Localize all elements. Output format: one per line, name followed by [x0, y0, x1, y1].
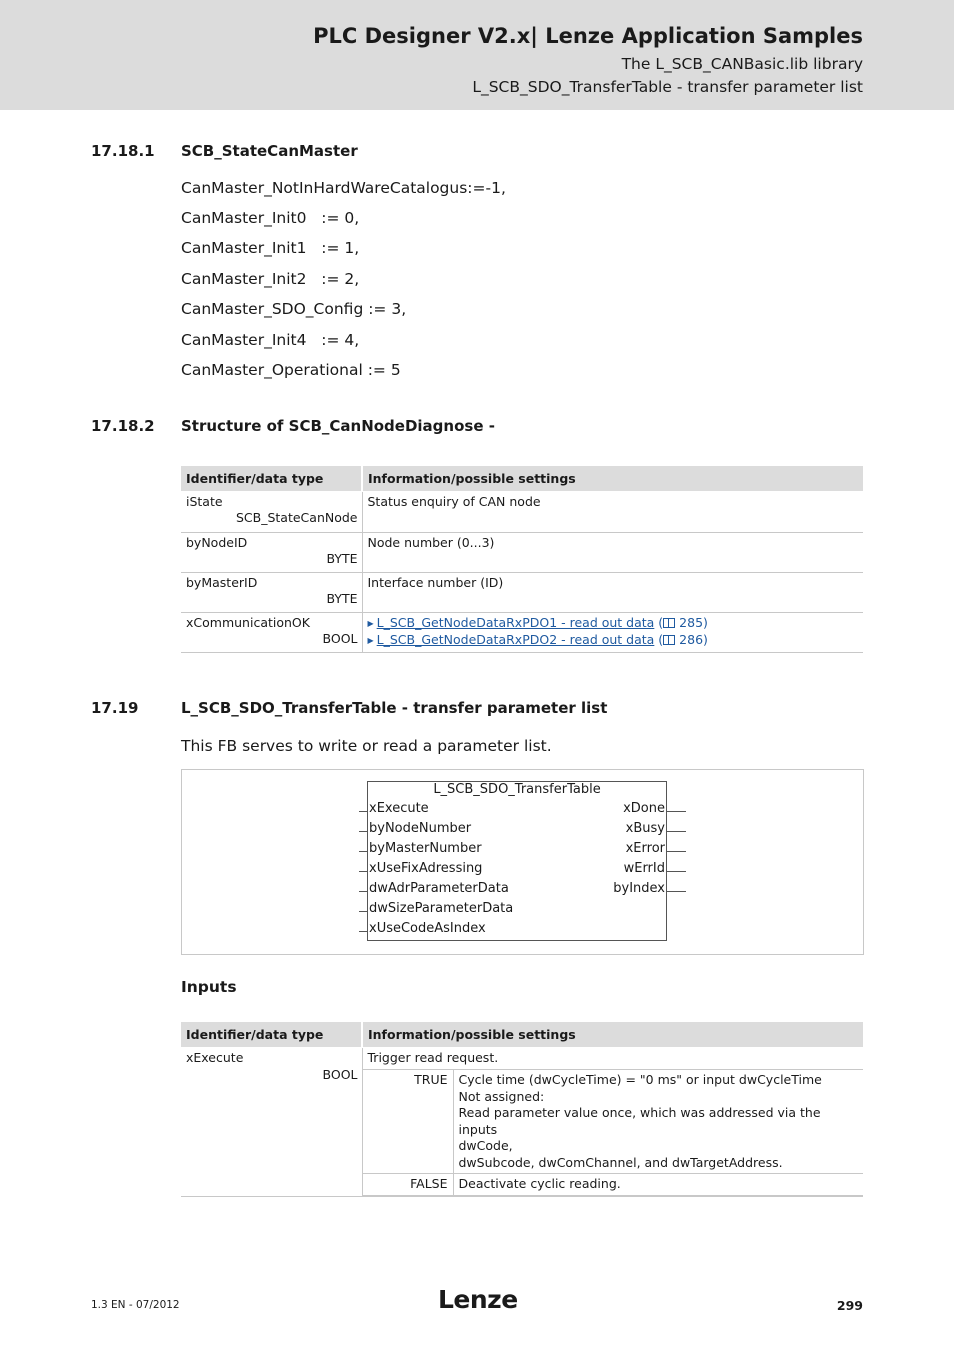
- pin-line: [667, 831, 686, 832]
- section-title-17-18-1: SCB_StateCanMaster: [181, 142, 358, 160]
- column-header: Identifier/data type: [181, 466, 362, 492]
- cross-reference-link[interactable]: ▶ L_SCB_GetNodeDataRxPDO2 - read out data ( 286): [367, 632, 708, 647]
- column-header: Information/possible settings: [362, 1022, 863, 1048]
- value-description-line: Deactivate cyclic reading.: [453, 1174, 863, 1196]
- header-title: PLC Designer V2.x| Lenze Application Samples: [313, 24, 863, 48]
- value-subtable: [363, 1070, 864, 1196]
- fb-input-pin: xUseFixAdressing: [369, 861, 483, 876]
- value-description-line: Cycle time (dwCycleTime) = "0 ms" or input dwCycleTime: [458, 1072, 822, 1087]
- pin-line: [359, 871, 368, 872]
- section-title-17-18-2: Structure of SCB_CanNodeDiagnose -: [181, 417, 495, 435]
- fb-input-pin: dwAdrParameterData: [369, 881, 509, 896]
- section-number-17-19: 17.19: [91, 699, 139, 717]
- fb-output-pin: xError: [625, 841, 665, 856]
- fb-input-pin: dwSizeParameterData: [369, 901, 514, 916]
- identifier-type: BOOL: [322, 631, 358, 646]
- function-block: [367, 781, 667, 941]
- table-header-row: [181, 1022, 863, 1048]
- enum-line: CanMaster_SDO_Config := 3,: [181, 300, 407, 318]
- value-row: [363, 1174, 864, 1196]
- pin-line: [359, 911, 368, 912]
- info-text: Node number (0...3): [367, 535, 495, 550]
- identifier-name: byMasterID: [186, 575, 258, 590]
- lenze-logo: Lenze: [438, 1285, 518, 1314]
- table-row: [181, 1048, 863, 1197]
- fb-input-pin: xUseCodeAsIndex: [369, 921, 486, 936]
- info-text: Trigger read request.: [363, 1048, 864, 1070]
- inputs-heading: Inputs: [181, 978, 237, 996]
- enum-line: CanMaster_Init0 := 0,: [181, 209, 360, 227]
- enum-line: CanMaster_Init2 := 2,: [181, 270, 360, 288]
- column-header: Identifier/data type: [181, 1022, 362, 1048]
- identifier-type: BOOL: [322, 1067, 358, 1082]
- table-header-row: [181, 466, 863, 492]
- triangle-right-icon: ▶: [367, 619, 374, 628]
- structure-table: [181, 466, 863, 653]
- function-block-name: L_SCB_SDO_TransferTable: [433, 782, 601, 797]
- table-row: [181, 573, 863, 613]
- fb-input-pin: byNodeNumber: [369, 821, 472, 836]
- fb-output-pin: wErrId: [623, 861, 665, 876]
- table-row: [181, 492, 863, 533]
- pin-line: [667, 811, 686, 812]
- value-description-line: dwCode,: [458, 1138, 513, 1153]
- pin-line: [667, 891, 686, 892]
- value-description-line: Not assigned:: [458, 1088, 545, 1104]
- pin-line: [667, 851, 686, 852]
- identifier-name: xExecute: [186, 1050, 244, 1065]
- book-icon: [663, 618, 675, 628]
- enum-line: CanMaster_Init4 := 4,: [181, 331, 360, 349]
- table-row: [181, 613, 863, 653]
- page-reference[interactable]: 286: [679, 632, 704, 647]
- footer-version: 1.3 EN - 07/2012: [91, 1299, 180, 1311]
- identifier-name: byNodeID: [186, 535, 248, 550]
- table-row: [181, 533, 863, 573]
- value-description-line: dwSubcode, dwComChannel, and dwTargetAddress.: [458, 1154, 783, 1170]
- enum-line: CanMaster_Operational := 5: [181, 361, 401, 379]
- page-header: [0, 0, 954, 110]
- value-row: [363, 1070, 864, 1174]
- book-icon: [663, 635, 675, 645]
- enum-line: CanMaster_Init1 := 1,: [181, 239, 360, 257]
- section-title-17-19: L_SCB_SDO_TransferTable - transfer parameter list: [181, 699, 608, 717]
- intro-paragraph: This FB serves to write or read a parameter list.: [181, 737, 552, 755]
- fb-input-pin: byMasterNumber: [369, 841, 482, 856]
- pin-line: [359, 931, 368, 932]
- pin-line: [359, 831, 368, 832]
- value-description-line: Read parameter value once, which was addressed via the inputs: [458, 1105, 821, 1137]
- header-subtitle-chapter: L_SCB_SDO_TransferTable - transfer parameter list: [472, 78, 863, 96]
- value-key: FALSE: [363, 1174, 454, 1196]
- header-subtitle-library: The L_SCB_CANBasic.lib library: [621, 55, 863, 73]
- identifier-type: BYTE: [326, 591, 358, 606]
- fb-output-pin: xDone: [623, 801, 665, 816]
- section-number-17-18-2: 17.18.2: [91, 417, 155, 435]
- triangle-right-icon: ▶: [367, 636, 374, 645]
- identifier-name: xCommunicationOK: [186, 615, 310, 630]
- cross-reference-link[interactable]: ▶ L_SCB_GetNodeDataRxPDO1 - read out data ( 285): [367, 615, 708, 630]
- pin-line: [359, 811, 368, 812]
- page-reference[interactable]: 285: [679, 615, 704, 630]
- fb-input-pin: xExecute: [369, 801, 429, 816]
- pin-line: [359, 891, 368, 892]
- value-key: TRUE: [363, 1070, 454, 1174]
- fb-output-pin: xBusy: [625, 821, 665, 836]
- identifier-type: SCB_StateCanNode: [235, 510, 358, 525]
- inputs-table: [181, 1022, 863, 1197]
- column-header: Information/possible settings: [362, 466, 863, 492]
- info-text: Status enquiry of CAN node: [367, 494, 541, 509]
- enum-line: CanMaster_NotInHardWareCatalogus:=-1,: [181, 179, 506, 197]
- info-text: Interface number (ID): [367, 575, 504, 590]
- pin-line: [359, 851, 368, 852]
- section-number-17-18-1: 17.18.1: [91, 142, 155, 160]
- identifier-type: BYTE: [326, 551, 358, 566]
- identifier-name: iState: [186, 494, 223, 509]
- pin-line: [667, 871, 686, 872]
- page-number: 299: [836, 1298, 863, 1313]
- fb-output-pin: byIndex: [613, 881, 665, 896]
